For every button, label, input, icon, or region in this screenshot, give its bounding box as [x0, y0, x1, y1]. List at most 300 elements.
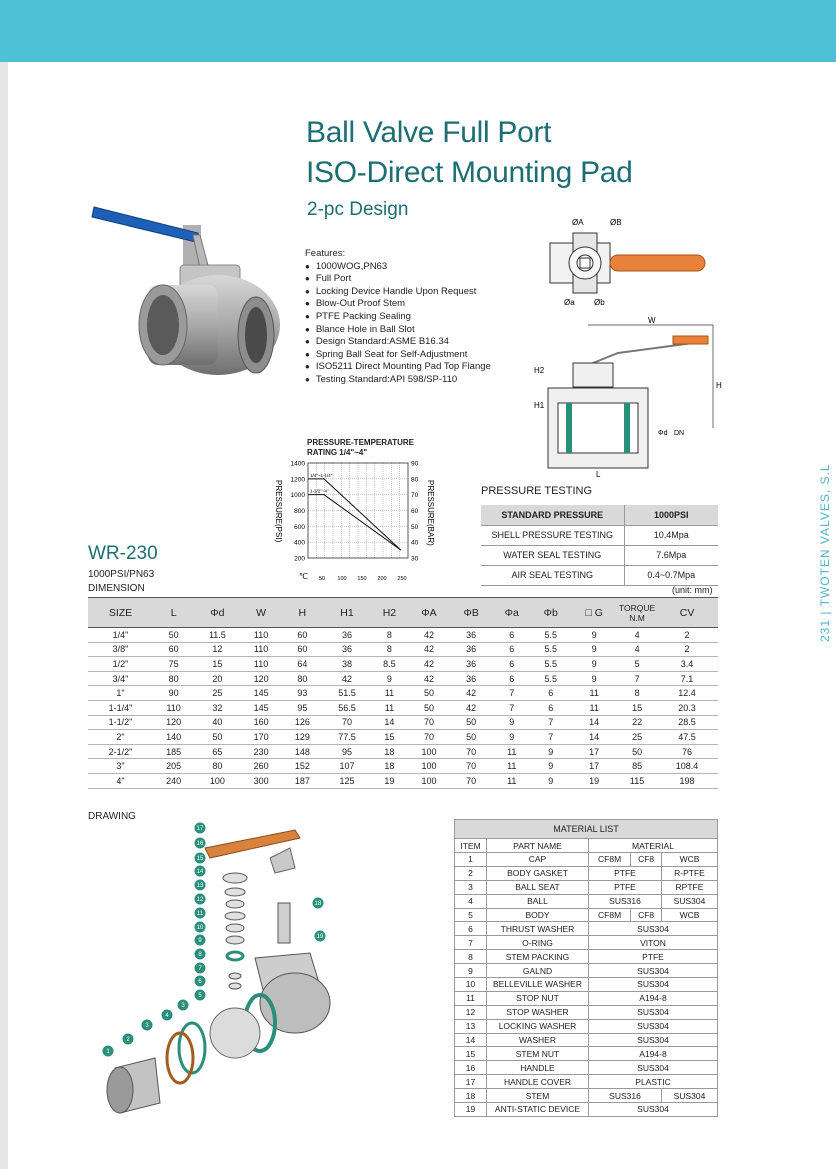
table-cell: 11.5: [194, 628, 240, 643]
table-cell: 11: [492, 744, 531, 759]
table-cell: 6: [492, 628, 531, 643]
table-cell: 5: [618, 657, 656, 672]
table-cell: 22: [618, 715, 656, 730]
callout-badge: [142, 1020, 153, 1031]
table-cell: ANTI-STATIC DEVICE: [487, 1103, 589, 1117]
table-cell: PTFE: [589, 950, 718, 964]
table-cell: 100: [408, 744, 450, 759]
table-cell: 3.4: [656, 657, 718, 672]
series-line: [308, 495, 401, 550]
y-tick-label-right: 50: [411, 523, 419, 531]
table-cell: 12.4: [656, 686, 718, 701]
table-cell: 7.6Mpa: [624, 545, 718, 565]
table-cell: A194-8: [589, 1047, 718, 1061]
pressure-testing-table: [481, 505, 718, 586]
table-cell: STANDARD PRESSURE: [481, 505, 624, 525]
table-cell: 18: [371, 759, 408, 774]
table-cell: 148: [282, 744, 323, 759]
y-tick-label: 800: [294, 508, 305, 515]
table-cell: HANDLE: [487, 1061, 589, 1075]
column-header: Φb: [531, 598, 570, 628]
table-cell: 15: [194, 657, 240, 672]
column-header: L: [153, 598, 194, 628]
table-cell: 6: [492, 657, 531, 672]
callout-number: 17: [196, 826, 204, 833]
table-cell: THRUST WASHER: [487, 922, 589, 936]
table-cell: 19: [371, 773, 408, 788]
chart-ylabel-right: PRESSURE(BAR): [426, 480, 435, 546]
y-tick-label: 200: [294, 555, 305, 563]
feature-item: ● Spring Ball Seat for Self-Adjustment: [305, 349, 491, 362]
table-cell: 19: [570, 773, 618, 788]
table-cell: 11: [371, 686, 408, 701]
callout-badge: [315, 931, 326, 942]
table-cell: BALL: [487, 894, 589, 908]
table-cell: 100: [408, 759, 450, 774]
table-cell: 9: [531, 744, 570, 759]
table-cell: 0.4~0.7Mpa: [624, 565, 718, 585]
label-dn: DN: [674, 430, 685, 437]
y-tick-label: 1000: [290, 492, 305, 500]
table-cell: 4": [88, 773, 153, 788]
table-row: [481, 545, 718, 565]
table-cell: 50: [450, 715, 492, 730]
features-list: [305, 248, 491, 387]
callout-badge: [195, 853, 206, 864]
table-cell: SUS304: [589, 922, 718, 936]
column-header: ΦA: [408, 598, 450, 628]
table-cell: 36: [450, 657, 492, 672]
table-cell: BELLEVILLE WASHER: [487, 978, 589, 992]
table-row: [455, 894, 718, 908]
table-row: [455, 1103, 718, 1117]
callout-badge: [195, 866, 206, 877]
callout-badge: [123, 1034, 134, 1045]
table-cell: 25: [618, 730, 656, 745]
table-cell: WCB: [661, 853, 717, 867]
y-tick-label-right: 40: [411, 539, 419, 547]
table-cell: 1-1/2": [88, 715, 153, 730]
table-cell: 100: [408, 773, 450, 788]
table-cell: GALND: [487, 964, 589, 978]
table-cell: SUS304: [589, 1019, 718, 1033]
column-header: Φd: [194, 598, 240, 628]
callout-number: 19: [316, 934, 324, 941]
table-cell: STEM PACKING: [487, 950, 589, 964]
table-cell: STEM NUT: [487, 1047, 589, 1061]
column-header: PART NAME: [487, 839, 589, 853]
table-cell: 18: [371, 744, 408, 759]
table-cell: SHELL PRESSURE TESTING: [481, 525, 624, 545]
callout-number: 1: [106, 1049, 110, 1056]
callout-number: 16: [196, 841, 204, 848]
table-header-row: [88, 598, 718, 628]
table-cell: 145: [241, 700, 282, 715]
table-cell: 205: [153, 759, 194, 774]
table-row: [455, 964, 718, 978]
x-tick-label: 150: [357, 576, 367, 582]
table-cell: WATER SEAL TESTING: [481, 545, 624, 565]
table-row: [455, 1089, 718, 1103]
table-row: [88, 715, 718, 730]
table-cell: 7: [618, 671, 656, 686]
page-title-line2: ISO-Direct Mounting Pad: [306, 156, 633, 189]
table-cell: 14: [570, 715, 618, 730]
table-cell: LOCKING WASHER: [487, 1019, 589, 1033]
table-cell: 11: [492, 773, 531, 788]
table-cell: 70: [450, 744, 492, 759]
table-row: [455, 991, 718, 1005]
table-cell: 60: [282, 628, 323, 643]
callout-badge: [195, 908, 206, 919]
table-cell: 9: [570, 657, 618, 672]
table-cell: 28.5: [656, 715, 718, 730]
table-cell: SUS304: [589, 978, 718, 992]
table-cell: 36: [450, 628, 492, 643]
features-heading: Features:: [305, 248, 346, 259]
column-header: H1: [323, 598, 371, 628]
table-cell: 42: [408, 628, 450, 643]
table-cell: 50: [618, 744, 656, 759]
unit-label: (unit: mm): [672, 585, 713, 595]
table-cell: 129: [282, 730, 323, 745]
table-cell: 120: [153, 715, 194, 730]
table-cell: 40: [194, 715, 240, 730]
table-cell: CF8M: [589, 908, 631, 922]
callout-number: 12: [196, 897, 204, 904]
table-cell: 65: [194, 744, 240, 759]
table-row: [455, 1033, 718, 1047]
y-tick-label: 1200: [290, 476, 305, 484]
label-l: L: [596, 470, 601, 478]
table-cell: 25: [194, 686, 240, 701]
table-cell: BODY GASKET: [487, 866, 589, 880]
dimension-drawing: [528, 213, 728, 478]
table-cell: 70: [450, 773, 492, 788]
table-cell: 36: [323, 642, 371, 657]
table-cell: CF8M: [589, 853, 631, 867]
table-cell: 20.3: [656, 700, 718, 715]
callout-number: 3: [145, 1023, 149, 1030]
table-cell: 12: [194, 642, 240, 657]
label-h1: H1: [534, 401, 545, 410]
table-cell: 11: [570, 686, 618, 701]
callout-number: 9: [198, 938, 202, 945]
feature-item: ● Blow-Out Proof Stem: [305, 298, 491, 311]
y-tick-label: 400: [294, 539, 305, 547]
exploded-view-drawing: [95, 818, 335, 1118]
table-cell: 2: [656, 628, 718, 643]
feature-item: ● Testing Standard:API 598/SP-110: [305, 374, 491, 387]
callout-badge: [195, 949, 206, 960]
table-cell: 108.4: [656, 759, 718, 774]
table-cell: 17: [570, 759, 618, 774]
dimension-label: DIMENSION: [88, 583, 145, 594]
table-cell: SUS304: [589, 964, 718, 978]
table-cell: 70: [323, 715, 371, 730]
table-cell: AIR SEAL TESTING: [481, 565, 624, 585]
drawing-label: DRAWING: [88, 811, 136, 822]
table-cell: 38: [323, 657, 371, 672]
table-cell: STOP WASHER: [487, 1005, 589, 1019]
table-row: [88, 700, 718, 715]
column-header: W: [241, 598, 282, 628]
column-header: Φa: [492, 598, 531, 628]
table-cell: 11: [371, 700, 408, 715]
table-cell: CAP: [487, 853, 589, 867]
table-cell: 9: [371, 671, 408, 686]
table-cell: 8: [455, 950, 487, 964]
table-cell: 5: [455, 908, 487, 922]
callout-number: 3: [181, 1003, 185, 1010]
column-header: TORQUE N.M: [618, 598, 656, 628]
pt-chart-title: PRESSURE-TEMPERATURE RATING 1/4"~4": [307, 438, 414, 457]
table-cell: 115: [618, 773, 656, 788]
table-cell: 126: [282, 715, 323, 730]
table-cell: VITON: [589, 936, 718, 950]
table-cell: 14: [455, 1033, 487, 1047]
column-header: ΦB: [450, 598, 492, 628]
table-cell: 5.5: [531, 671, 570, 686]
table-cell: 198: [656, 773, 718, 788]
table-cell: 8: [371, 642, 408, 657]
table-cell: 230: [241, 744, 282, 759]
table-cell: 7: [531, 715, 570, 730]
callout-number: 2: [126, 1037, 130, 1044]
table-cell: 125: [323, 773, 371, 788]
table-cell: 240: [153, 773, 194, 788]
table-cell: 6: [455, 922, 487, 936]
table-cell: 93: [282, 686, 323, 701]
table-cell: 17: [570, 744, 618, 759]
table-row: [481, 565, 718, 585]
label-h2: H2: [534, 366, 545, 375]
column-header: H2: [371, 598, 408, 628]
column-header: MATERIAL: [589, 839, 718, 853]
x-tick-label: 250: [397, 576, 407, 582]
table-row: [88, 642, 718, 657]
table-cell: 75: [153, 657, 194, 672]
chart-ylabel-left: PRESSURE(PSI): [274, 480, 283, 543]
y-tick-label-right: 30: [411, 555, 419, 563]
table-cell: 85: [618, 759, 656, 774]
table-cell: 2: [455, 866, 487, 880]
table-cell: 110: [241, 657, 282, 672]
table-cell: 95: [323, 744, 371, 759]
table-row: [88, 744, 718, 759]
table-row: [88, 671, 718, 686]
table-cell: 9: [570, 628, 618, 643]
table-cell: 9: [455, 964, 487, 978]
table-row: [455, 1061, 718, 1075]
label-ob-small: Øb: [594, 298, 605, 307]
table-cell: 50: [153, 628, 194, 643]
table-cell: SUS304: [589, 1033, 718, 1047]
table-cell: STEM: [487, 1089, 589, 1103]
table-cell: 110: [241, 628, 282, 643]
table-cell: 42: [408, 657, 450, 672]
table-cell: 19: [455, 1103, 487, 1117]
table-cell: 2-1/2": [88, 744, 153, 759]
table-cell: 5.5: [531, 628, 570, 643]
table-cell: 80: [194, 759, 240, 774]
callout-badge: [195, 990, 206, 1001]
callout-number: 7: [198, 966, 202, 973]
table-row: [455, 922, 718, 936]
table-cell: 50: [408, 686, 450, 701]
table-cell: 50: [194, 730, 240, 745]
column-header: H: [282, 598, 323, 628]
table-cell: 13: [455, 1019, 487, 1033]
table-row: [88, 773, 718, 788]
table-cell: 42: [450, 686, 492, 701]
callout-badge: [195, 894, 206, 905]
table-cell: 140: [153, 730, 194, 745]
table-row: [455, 936, 718, 950]
column-header: CV: [656, 598, 718, 628]
table-cell: 5.5: [531, 657, 570, 672]
callout-number: 13: [196, 883, 204, 890]
table-header-row: [455, 839, 718, 853]
model-name: WR-230: [88, 543, 158, 564]
table-cell: 8.5: [371, 657, 408, 672]
table-cell: HANDLE COVER: [487, 1075, 589, 1089]
table-cell: 100: [194, 773, 240, 788]
x-tick-label: 50: [318, 576, 326, 582]
table-cell: 70: [450, 759, 492, 774]
table-cell: 152: [282, 759, 323, 774]
table-cell: 3": [88, 759, 153, 774]
table-cell: 5.5: [531, 642, 570, 657]
feature-item: ● Locking Device Handle Upon Request: [305, 286, 491, 299]
label-oa: ØA: [572, 218, 584, 227]
table-cell: 8: [371, 628, 408, 643]
table-header-row: [481, 505, 718, 525]
series-label: 1/4"~1-1/4": [310, 472, 333, 478]
page-title-line1: Ball Valve Full Port: [306, 116, 552, 149]
y-tick-label: 1400: [290, 460, 305, 468]
callout-number: 14: [196, 869, 204, 876]
table-cell: 110: [241, 642, 282, 657]
table-cell: 70: [408, 730, 450, 745]
table-row: [455, 1047, 718, 1061]
table-cell: O-RING: [487, 936, 589, 950]
table-cell: SUS304: [661, 1089, 717, 1103]
table-cell: 8: [618, 686, 656, 701]
table-row: [88, 657, 718, 672]
callout-badge: [103, 1046, 114, 1057]
table-cell: 16: [455, 1061, 487, 1075]
table-cell: 42: [408, 642, 450, 657]
y-tick-label-right: 60: [411, 508, 419, 515]
dimension-table: [88, 597, 718, 789]
table-cell: 6: [531, 686, 570, 701]
table-row: [455, 866, 718, 880]
feature-item: ● Full Port: [305, 273, 491, 286]
callout-number: 10: [196, 925, 204, 932]
table-cell: 9: [492, 730, 531, 745]
label-h: H: [716, 381, 722, 390]
table-row: [88, 686, 718, 701]
side-text: 231 | TWOTEN VALVES, S.L: [818, 463, 832, 642]
table-cell: 17: [455, 1075, 487, 1089]
table-cell: 6: [531, 700, 570, 715]
table-row: [88, 759, 718, 774]
table-cell: PTFE: [589, 880, 662, 894]
table-cell: 7.1: [656, 671, 718, 686]
table-cell: 2": [88, 730, 153, 745]
table-cell: 50: [408, 700, 450, 715]
table-row: [455, 1005, 718, 1019]
table-cell: 32: [194, 700, 240, 715]
table-cell: R-PTFE: [661, 866, 717, 880]
table-cell: 14: [570, 730, 618, 745]
callout-badge: [313, 898, 324, 909]
side-vertical-text: [798, 430, 832, 642]
chart-xlabel: ℃: [299, 572, 308, 581]
table-cell: 50: [450, 730, 492, 745]
table-cell: 1-1/4": [88, 700, 153, 715]
table-cell: 3/8": [88, 642, 153, 657]
table-cell: 70: [408, 715, 450, 730]
table-cell: 6: [492, 642, 531, 657]
table-cell: 185: [153, 744, 194, 759]
table-cell: 51.5: [323, 686, 371, 701]
model-rating: 1000PSI/PN63: [88, 569, 155, 580]
table-cell: 36: [323, 628, 371, 643]
table-row: [455, 978, 718, 992]
table-cell: 300: [241, 773, 282, 788]
table-title-row: [455, 820, 718, 839]
table-cell: 14: [371, 715, 408, 730]
x-tick-label: 200: [377, 576, 387, 582]
table-cell: 11: [570, 700, 618, 715]
y-tick-label: 600: [294, 523, 305, 531]
label-ob: ØB: [610, 218, 622, 227]
table-cell: 110: [153, 700, 194, 715]
table-row: [455, 1075, 718, 1089]
feature-item: ● PTFE Packing Sealing: [305, 311, 491, 324]
table-cell: 9: [492, 715, 531, 730]
table-row: [88, 730, 718, 745]
table-cell: 18: [455, 1089, 487, 1103]
table-cell: 260: [241, 759, 282, 774]
valve-product-photo: [88, 195, 293, 390]
callout-number: 11: [196, 911, 204, 918]
table-cell: 11: [492, 759, 531, 774]
table-cell: 15: [618, 700, 656, 715]
table-cell: 187: [282, 773, 323, 788]
table-cell: 64: [282, 657, 323, 672]
y-tick-label-right: 90: [411, 460, 419, 468]
feature-item: ● ISO5211 Direct Mounting Pad Top Flange: [305, 361, 491, 374]
table-cell: RPTFE: [661, 880, 717, 894]
table-cell: 20: [194, 671, 240, 686]
y-tick-label-right: 70: [411, 492, 419, 500]
table-row: [455, 880, 718, 894]
table-row: [481, 525, 718, 545]
label-phid: Φd: [658, 430, 668, 437]
table-row: [455, 1019, 718, 1033]
header-bar: [0, 0, 836, 62]
page-subtitle: 2-pc Design: [307, 199, 409, 220]
label-w: W: [648, 316, 656, 325]
table-cell: 7: [492, 700, 531, 715]
column-header: ITEM: [455, 839, 487, 853]
table-cell: 1/4": [88, 628, 153, 643]
table-cell: 36: [450, 671, 492, 686]
table-cell: 120: [241, 671, 282, 686]
